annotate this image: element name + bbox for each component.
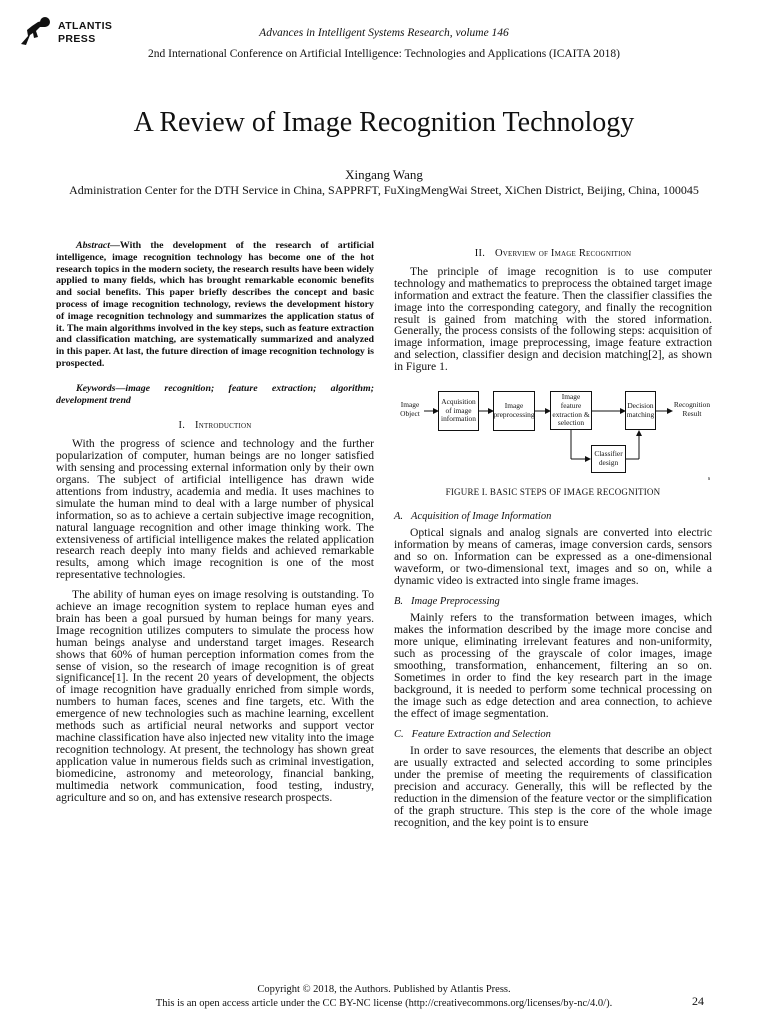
- box-feature-line-1: Image feature: [560, 392, 582, 410]
- figure-box-decision-matching: [625, 391, 656, 430]
- footer-copyright: Copyright © 2018, the Authors. Published by Atlantis Press.: [257, 984, 511, 995]
- abstract: [56, 240, 374, 370]
- subsection-c-paragraph: In order to save resources, the elements that describe an object are usually extracted and selected according to some principles under the premise of meeting the requirements of classification precision and accuracy. Generally, this will be reflected by the reduction in the dimension of the feature vector or the simplification of the graph structure. This step is the core of the whole image recognition, and the key point is to ensure: [394, 744, 712, 829]
- figure-corner-mark: s: [707, 476, 711, 483]
- section-title: Overview of Image Recognition: [495, 248, 632, 259]
- subsection-b-paragraph: Mainly refers to the transformation between images, which makes the information described by the image more concise and more unique, eliminating irrelevant features and non-uniformity, such as processing of the grayscale of color images, image smoothing, transformation, enhancement, filtering an so on. Sometimes in order to find the key research part in the image background, it is needed to perform some technical processing on the image such as edge detection and area connection, to achieve the effect of image segmentation.: [394, 611, 712, 720]
- box-acquisition-line-1: Acquisition: [441, 397, 476, 407]
- subsection-letter: C.: [394, 729, 404, 741]
- figure-box-preprocessing: [493, 391, 535, 431]
- figure-1-diagram: [394, 387, 712, 483]
- subsection-heading-b: [394, 596, 712, 608]
- box-preprocessing-line-2: preprocessing: [493, 410, 535, 420]
- figure-box-acquisition: [438, 391, 479, 431]
- paper-author: Xingang Wang: [345, 167, 423, 182]
- intro-paragraph-2: The ability of human eyes on image resolving is outstanding. To achieve an image recognition system to replace human eyes and brain has been a goal pursued by human beings for many years. Image recognition utilizes computers to simulate the process how human beings analyse and understand target images. Research shows that 60% of human perception information comes from the sense of vision, so the research of image recognition is of great significance[1]. In the recent 20 years of development, the objects of image recognition have gradually enriched from simple words, numbers to human faces, scenes and fine targets, etc. With the emergence of new technologies such as machine learning, excellent methods such as artificial neural networks and support vector machine classification have also injected new vitality into the image recognition technology. At present, the technology has shown great application value in numerous fields such as criminal investigation, biomedicine, astronomy and meteorology, financial banking, multimedia network communication, food testing, industry, agriculture and so on, and has extensive research prospects.: [56, 588, 374, 804]
- abstract-text: With the development of the research of artificial intelligence, image recognition technology has become one of the hot research topics in the modern society, the research results have been widely applied to many fields, which has brought remarkable economic benefits and social benefits. This paper briefly describes the concept and basic process of image recognition technology, reviews the development history of image recognition technology and summarizes the application status of it. The main algorithms involved in the key steps, such as feature extraction and classification matching, are systematically summarized and analyzed in this paper. At last, the future direction of image recognition technology is prospected.: [56, 240, 374, 369]
- figure-output-line-1: Recognition: [673, 400, 711, 410]
- subsection-a-paragraph: Optical signals and analog signals are converted into electric information by means of cameras, image conversion cards, sensors and so on. Information can be expressed as a one-dimensional waveform, or two-dimensional text, images and so on, while a dynamic video is extracted into single frame images.: [394, 525, 712, 587]
- figure-box-feature-extraction: [550, 391, 592, 430]
- logo-line-1: ATLANTIS: [58, 20, 113, 32]
- box-feature-line-3: selection: [557, 418, 585, 428]
- box-acquisition-line-2: of image: [445, 405, 472, 415]
- overview-paragraph: The principle of image recognition is to use computer technology and mathematics to preprocess the obtained target image information and extract the feature. Then the classifier classifies the image into the corresponding category, and finally the recognition result is gained from matching with the stored information. Generally, the process consists of the following steps: acquisition of image information, image preprocessing, image feature extraction and selection, classifier design and decision matching[2], as shown in Figure 1.: [394, 264, 712, 374]
- figure-box-classifier-design: [591, 445, 626, 473]
- subsection-title: Feature Extraction and Selection: [411, 729, 551, 741]
- keywords: [56, 383, 374, 407]
- keywords-dash: —: [115, 382, 126, 394]
- box-preprocessing-line-1: Image: [504, 401, 524, 411]
- keywords-text: image recognition; feature extraction; algorithm; development trend: [56, 382, 374, 406]
- section-title: Introduction: [195, 420, 252, 432]
- subsection-heading-a: [394, 511, 712, 523]
- box-acquisition-line-3: information: [441, 414, 476, 424]
- subsection-letter: B.: [394, 596, 404, 608]
- paper-affiliation: Administration Center for the DTH Service in China, SAPPRFT, FuXingMengWai Street, XiChen District, Beijing, China, 100045: [69, 183, 699, 197]
- section-number: II.: [474, 248, 486, 259]
- page-number: 24: [692, 994, 704, 1008]
- figure-1-caption: FIGURE I. BASIC STEPS OF IMAGE RECOGNITION: [445, 487, 661, 498]
- figure-input-label: [396, 401, 424, 418]
- box-feature-line-2: extraction &: [552, 409, 590, 419]
- journal-header: Advances in Intelligent Systems Research, volume 146: [259, 27, 509, 39]
- subsection-title: Acquisition of Image Information: [411, 510, 552, 522]
- subsection-letter: A.: [394, 510, 404, 522]
- conference-header: 2nd International Conference on Artificial Intelligence: Technologies and Applications (ICAITA 2018): [148, 48, 620, 60]
- paper-title: A Review of Image Recognition Technology: [133, 107, 635, 138]
- section-heading-introduction: [56, 420, 374, 432]
- figure-input-line-1: Image: [400, 400, 420, 410]
- abstract-dash: —: [110, 240, 120, 251]
- footer-license: This is an open access article under the CC BY-NC license (http://creativecommons.org/licenses/by-nc/4.0/).: [155, 998, 613, 1009]
- abstract-label: Abstract: [76, 240, 111, 251]
- figure-input-line-2: Object: [400, 408, 420, 418]
- box-classifier-line-1: Classifier: [594, 449, 623, 459]
- keywords-label: Keywords: [76, 382, 116, 394]
- section-number: I.: [178, 420, 186, 432]
- right-column: [394, 248, 712, 837]
- figure-output-line-2: Result: [682, 408, 702, 418]
- box-classifier-line-2: design: [598, 458, 619, 468]
- box-decision-line-2: matching: [626, 409, 655, 419]
- logo-line-2: PRESS: [58, 33, 96, 45]
- left-column: [56, 240, 374, 811]
- section-heading-overview: [394, 248, 712, 260]
- box-decision-line-1: Decision: [627, 400, 654, 410]
- subsection-title: Image Preprocessing: [411, 596, 500, 608]
- figure-output-label: [672, 401, 712, 418]
- intro-paragraph-1: With the progress of science and technology and the further popularization of computer, human beings are no longer satisfied with sensing and processing external information only by their own organs. The subject of artificial intelligence has drawn wide attentions from industry, academia and media. It uses machines to simulate the human mind to deal with a large number of physical information, so as to achieve a certain subjective image recognition, natural language recognition and other image thinking work. The extensiveness of artificial intelligence makes the related application research reach deeply into many fields and achieved remarkable results, among which image recognition is one of the most representative technologies.: [56, 437, 374, 582]
- subsection-heading-c: [394, 729, 712, 741]
